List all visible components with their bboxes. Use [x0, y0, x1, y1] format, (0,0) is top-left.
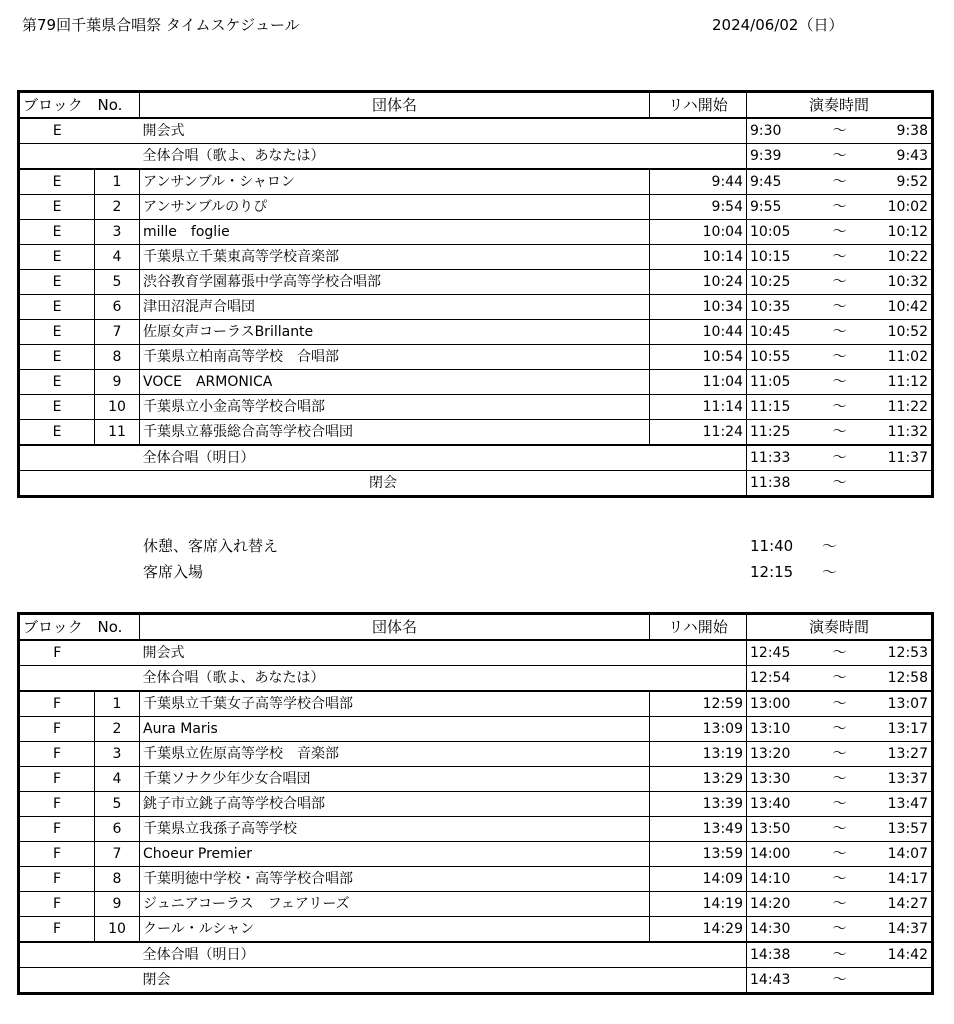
tilde: ～ [810, 118, 870, 144]
rehearsal-time: 10:14 [650, 245, 747, 270]
rehearsal-time: 11:24 [650, 420, 747, 446]
start-time: 10:05 [747, 220, 810, 245]
page-title: 第79回千葉県合唱祭 タイムスケジュール [22, 16, 300, 34]
tilde: ～ [810, 867, 870, 892]
table-row [19, 691, 933, 717]
group-number: 10 [95, 917, 140, 943]
break-row [0, 534, 954, 558]
start-time: 14:10 [747, 867, 810, 892]
col-performance-header: 演奏時間 [747, 614, 933, 641]
block-letter: F [19, 742, 95, 767]
block-letter: F [19, 892, 95, 917]
start-time: 14:30 [747, 917, 810, 943]
table-row [19, 917, 933, 943]
tilde: ～ [810, 942, 870, 968]
group-name: Aura Maris [140, 717, 650, 742]
tilde: ～ [810, 640, 870, 666]
table-row [19, 767, 933, 792]
table-row [19, 320, 933, 345]
table-row [19, 842, 933, 867]
end-time: 14:42 [870, 942, 933, 968]
event-label: 閉会 [19, 471, 747, 497]
end-time: 13:17 [870, 717, 933, 742]
table-row [19, 220, 933, 245]
tilde: ～ [810, 767, 870, 792]
end-time: 13:47 [870, 792, 933, 817]
break-label: 客席入場 [143, 563, 204, 581]
start-time: 14:38 [747, 942, 810, 968]
end-time: 12:58 [870, 666, 933, 692]
col-block-header: ブロック [19, 92, 95, 119]
tilde: ～ [810, 968, 870, 994]
group-name: Choeur Premier [140, 842, 650, 867]
event-label: 全体合唱（明日） [140, 942, 747, 968]
rehearsal-time: 13:39 [650, 792, 747, 817]
end-time: 13:27 [870, 742, 933, 767]
block-letter: E [19, 295, 95, 320]
tilde: ～ [810, 220, 870, 245]
empty-cell [19, 666, 140, 692]
event-label: 全体合唱（歌よ、あなたは） [140, 666, 747, 692]
block-letter: F [19, 817, 95, 842]
tilde: ～ [810, 742, 870, 767]
block-letter: E [19, 118, 95, 144]
tilde: ～ [810, 792, 870, 817]
start-time: 13:10 [747, 717, 810, 742]
tilde: ～ [810, 245, 870, 270]
break-time: 12:15 [750, 563, 794, 581]
group-name: 千葉ソナク少年少女合唱団 [140, 767, 650, 792]
chorus-row [19, 942, 933, 968]
empty-cell [95, 118, 140, 144]
start-time: 13:50 [747, 817, 810, 842]
start-time: 9:30 [747, 118, 810, 144]
table-row [19, 245, 933, 270]
block-letter: E [19, 245, 95, 270]
group-name: クール・ルシャン [140, 917, 650, 943]
group-number: 5 [95, 270, 140, 295]
group-number: 9 [95, 370, 140, 395]
start-time: 13:30 [747, 767, 810, 792]
block-letter: F [19, 842, 95, 867]
end-time: 12:53 [870, 640, 933, 666]
block-letter: E [19, 195, 95, 220]
start-time: 10:45 [747, 320, 810, 345]
start-time: 11:33 [747, 445, 810, 471]
tilde: ～ [810, 295, 870, 320]
end-time: 14:37 [870, 917, 933, 943]
end-time: 9:38 [870, 118, 933, 144]
closing-row [19, 471, 933, 497]
table-row [19, 742, 933, 767]
table-row [19, 420, 933, 446]
closing-row [19, 968, 933, 994]
event-date: 2024/06/02（日） [712, 16, 844, 34]
end-time: 11:12 [870, 370, 933, 395]
start-time: 11:25 [747, 420, 810, 446]
empty-cell [19, 144, 140, 170]
group-number: 9 [95, 892, 140, 917]
end-time: 10:32 [870, 270, 933, 295]
block-letter: F [19, 691, 95, 717]
end-time: 10:02 [870, 195, 933, 220]
tilde: ～ [810, 817, 870, 842]
col-performance-header: 演奏時間 [747, 92, 933, 119]
table-row [19, 892, 933, 917]
group-name: 千葉県立柏南高等学校 合唱部 [140, 345, 650, 370]
schedule-table-f [17, 612, 934, 995]
tilde: ～ [810, 195, 870, 220]
block-letter: F [19, 792, 95, 817]
tilde: ～ [810, 420, 870, 446]
block-letter: F [19, 767, 95, 792]
col-group-header: 団体名 [140, 92, 650, 119]
col-block-header: ブロック [19, 614, 95, 641]
group-number: 4 [95, 767, 140, 792]
rehearsal-time: 13:09 [650, 717, 747, 742]
tilde: ～ [810, 717, 870, 742]
group-number: 7 [95, 320, 140, 345]
group-name: 千葉県立小金高等学校合唱部 [140, 395, 650, 420]
table-row [19, 395, 933, 420]
rehearsal-time: 11:04 [650, 370, 747, 395]
opening-row [19, 118, 933, 144]
end-time: 9:43 [870, 144, 933, 170]
start-time: 12:54 [747, 666, 810, 692]
group-name: 渋谷教育学園幕張中学高等学校合唱部 [140, 270, 650, 295]
group-name: 千葉明徳中学校・高等学校合唱部 [140, 867, 650, 892]
start-time: 9:39 [747, 144, 810, 170]
tilde: ～ [810, 445, 870, 471]
end-time: 10:42 [870, 295, 933, 320]
event-label: 開会式 [140, 640, 747, 666]
end-time: 10:52 [870, 320, 933, 345]
rehearsal-time: 14:29 [650, 917, 747, 943]
tilde: ～ [810, 320, 870, 345]
group-number: 2 [95, 195, 140, 220]
rehearsal-time: 10:44 [650, 320, 747, 345]
group-number: 8 [95, 867, 140, 892]
block-letter: F [19, 917, 95, 943]
group-number: 5 [95, 792, 140, 817]
block-letter: F [19, 640, 95, 666]
group-number: 6 [95, 295, 140, 320]
break-time: 11:40 [750, 537, 794, 555]
start-time: 12:45 [747, 640, 810, 666]
start-time: 14:43 [747, 968, 810, 994]
chorus-row [19, 144, 933, 170]
group-number: 8 [95, 345, 140, 370]
tilde: ～ [822, 563, 838, 581]
group-name: 千葉県立千葉東高等学校音楽部 [140, 245, 650, 270]
tilde: ～ [810, 370, 870, 395]
rehearsal-time: 10:34 [650, 295, 747, 320]
end-time [870, 471, 933, 497]
tilde: ～ [810, 892, 870, 917]
tilde: ～ [810, 842, 870, 867]
col-no-header: No. [95, 92, 140, 119]
group-name: mille foglie [140, 220, 650, 245]
break-row [0, 560, 954, 584]
group-name: VOCE ARMONICA [140, 370, 650, 395]
table-row [19, 817, 933, 842]
rehearsal-time: 13:19 [650, 742, 747, 767]
start-time: 10:25 [747, 270, 810, 295]
rehearsal-time: 14:19 [650, 892, 747, 917]
event-label: 全体合唱（明日） [140, 445, 747, 471]
block-letter: E [19, 345, 95, 370]
block-letter: E [19, 370, 95, 395]
empty-cell [19, 942, 140, 968]
group-number: 4 [95, 245, 140, 270]
rehearsal-time: 9:44 [650, 169, 747, 195]
end-time: 10:12 [870, 220, 933, 245]
table-row [19, 345, 933, 370]
end-time: 11:37 [870, 445, 933, 471]
rehearsal-time: 10:24 [650, 270, 747, 295]
end-time: 14:07 [870, 842, 933, 867]
tilde: ～ [810, 144, 870, 170]
end-time: 13:37 [870, 767, 933, 792]
event-label: 閉会 [140, 968, 747, 994]
rehearsal-time: 13:29 [650, 767, 747, 792]
col-rehearsal-header: リハ開始 [650, 614, 747, 641]
block-letter: E [19, 395, 95, 420]
group-name: 千葉県立千葉女子高等学校合唱部 [140, 691, 650, 717]
col-no-header: No. [95, 614, 140, 641]
rehearsal-time: 12:59 [650, 691, 747, 717]
end-time: 10:22 [870, 245, 933, 270]
schedule-table-e [17, 90, 934, 498]
table-header [19, 614, 933, 641]
table-row [19, 792, 933, 817]
event-label: 開会式 [140, 118, 747, 144]
start-time: 11:15 [747, 395, 810, 420]
end-time: 14:17 [870, 867, 933, 892]
start-time: 13:00 [747, 691, 810, 717]
end-time: 11:22 [870, 395, 933, 420]
rehearsal-time: 13:49 [650, 817, 747, 842]
start-time: 9:55 [747, 195, 810, 220]
group-name: ジュニアコーラス フェアリーズ [140, 892, 650, 917]
group-name: アンサンブルのりぴ [140, 195, 650, 220]
group-number: 2 [95, 717, 140, 742]
end-time: 9:52 [870, 169, 933, 195]
table-row [19, 295, 933, 320]
rehearsal-time: 11:14 [650, 395, 747, 420]
rehearsal-time: 9:54 [650, 195, 747, 220]
end-time [870, 968, 933, 994]
col-group-header: 団体名 [140, 614, 650, 641]
group-name: 千葉県立我孫子高等学校 [140, 817, 650, 842]
table-row [19, 195, 933, 220]
group-number: 10 [95, 395, 140, 420]
start-time: 14:00 [747, 842, 810, 867]
group-name: 銚子市立銚子高等学校合唱部 [140, 792, 650, 817]
start-time: 10:35 [747, 295, 810, 320]
break-label: 休憩、客席入れ替え [143, 537, 279, 555]
table-row [19, 270, 933, 295]
opening-row [19, 640, 933, 666]
end-time: 11:32 [870, 420, 933, 446]
block-letter: E [19, 169, 95, 195]
end-time: 11:02 [870, 345, 933, 370]
group-name: アンサンブル・シャロン [140, 169, 650, 195]
start-time: 13:20 [747, 742, 810, 767]
end-time: 13:57 [870, 817, 933, 842]
tilde: ～ [822, 537, 838, 555]
block-letter: E [19, 320, 95, 345]
start-time: 11:38 [747, 471, 810, 497]
rehearsal-time: 10:04 [650, 220, 747, 245]
empty-cell [19, 968, 140, 994]
start-time: 10:15 [747, 245, 810, 270]
group-name: 佐原女声コーラスBrillante [140, 320, 650, 345]
start-time: 10:55 [747, 345, 810, 370]
table-row [19, 370, 933, 395]
group-name: 津田沼混声合唱団 [140, 295, 650, 320]
block-letter: E [19, 270, 95, 295]
start-time: 13:40 [747, 792, 810, 817]
tilde: ～ [810, 691, 870, 717]
group-number: 11 [95, 420, 140, 446]
event-label: 全体合唱（歌よ、あなたは） [140, 144, 747, 170]
chorus-row [19, 445, 933, 471]
empty-cell [19, 445, 140, 471]
tilde: ～ [810, 270, 870, 295]
group-number: 1 [95, 691, 140, 717]
tilde: ～ [810, 666, 870, 692]
group-number: 6 [95, 817, 140, 842]
tilde: ～ [810, 395, 870, 420]
tilde: ～ [810, 471, 870, 497]
group-name: 千葉県立幕張総合高等学校合唱団 [140, 420, 650, 446]
group-number: 7 [95, 842, 140, 867]
tilde: ～ [810, 917, 870, 943]
start-time: 14:20 [747, 892, 810, 917]
start-time: 9:45 [747, 169, 810, 195]
tilde: ～ [810, 345, 870, 370]
block-letter: E [19, 420, 95, 446]
rehearsal-time: 10:54 [650, 345, 747, 370]
chorus-row [19, 666, 933, 692]
table-row [19, 169, 933, 195]
block-letter: F [19, 717, 95, 742]
block-letter: E [19, 220, 95, 245]
rehearsal-time: 13:59 [650, 842, 747, 867]
empty-cell [95, 640, 140, 666]
end-time: 13:07 [870, 691, 933, 717]
group-name: 千葉県立佐原高等学校 音楽部 [140, 742, 650, 767]
rehearsal-time: 14:09 [650, 867, 747, 892]
tilde: ～ [810, 169, 870, 195]
table-row [19, 717, 933, 742]
col-rehearsal-header: リハ開始 [650, 92, 747, 119]
group-number: 3 [95, 742, 140, 767]
table-header [19, 92, 933, 119]
group-number: 1 [95, 169, 140, 195]
table-row [19, 867, 933, 892]
start-time: 11:05 [747, 370, 810, 395]
end-time: 14:27 [870, 892, 933, 917]
group-number: 3 [95, 220, 140, 245]
block-letter: F [19, 867, 95, 892]
